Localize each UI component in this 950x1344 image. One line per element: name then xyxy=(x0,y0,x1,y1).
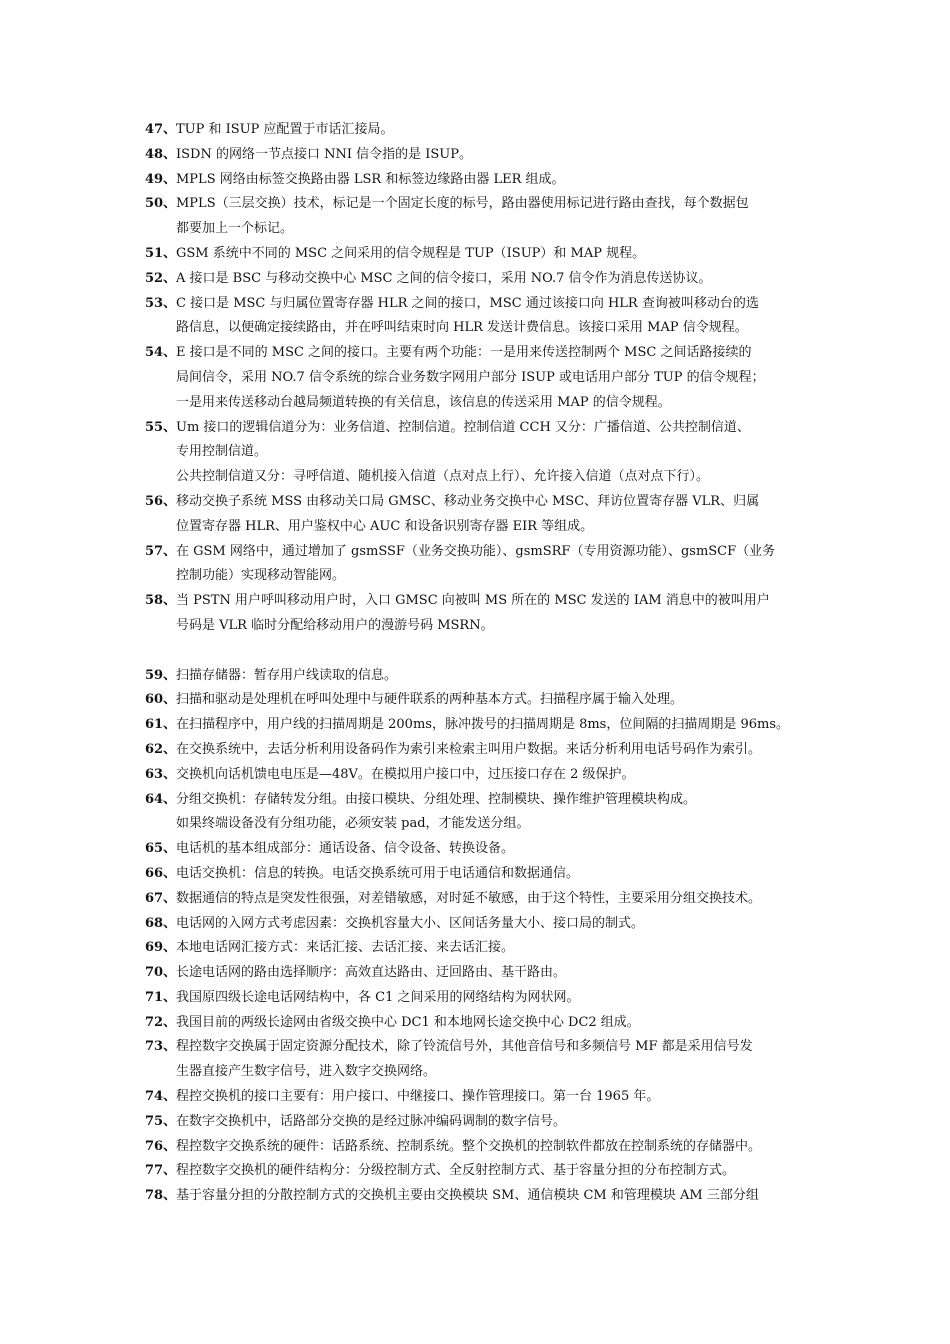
text-line: 数据通信的特点是突发性很强，对差错敏感，对时延不敏感，由于这个特性，主要采用分组交换技术。 xyxy=(176,890,762,906)
text-line: ISDN 的网络一节点接口 NNI 信令指的是 ISUP。 xyxy=(176,146,472,162)
item-number: 72、 xyxy=(145,1014,177,1030)
list-item xyxy=(145,242,813,267)
list-item xyxy=(145,1135,813,1160)
text-line: C 接口是 MSC 与归属位置寄存器 HLR 之间的接口，MSC 通过该接口向 HLR 查询被叫移动台的选 xyxy=(176,295,759,311)
text-line: 移动交换子系统 MSS 由移动关口局 GMSC、移动业务交换中心 MSC、拜访位置寄存器 VLR、归属 xyxy=(176,493,760,509)
item-number: 75、 xyxy=(145,1113,177,1129)
item-text xyxy=(176,540,813,590)
item-text xyxy=(176,688,813,713)
item-text xyxy=(176,788,813,838)
list-item xyxy=(145,589,813,639)
item-number: 58、 xyxy=(145,593,177,609)
list-item xyxy=(145,540,813,590)
text-line: 控制功能）实现移动智能网。 xyxy=(176,568,346,584)
list-item xyxy=(145,688,813,713)
item-number: 67、 xyxy=(145,890,177,906)
list-item xyxy=(145,416,813,490)
item-text xyxy=(176,1110,813,1135)
text-line: 程控数字交换属于固定资源分配技术，除了铃流信号外，其他音信号和多频信号 MF 都是采用信号发 xyxy=(176,1039,753,1055)
list-item xyxy=(145,664,813,689)
text-line: 位置寄存器 HLR、用户鉴权中心 AUC 和设备识别寄存器 EIR 等组成。 xyxy=(176,518,594,534)
list-item xyxy=(145,1184,813,1209)
list-item xyxy=(145,1085,813,1110)
item-number: 51、 xyxy=(145,245,177,261)
text-line: 电话网的入网方式考虑因素：交换机容量大小、区间话务量大小、接口局的制式。 xyxy=(176,915,645,931)
text-line: 都要加上一个标记。 xyxy=(176,221,294,237)
item-number: 61、 xyxy=(145,717,177,733)
item-number: 65、 xyxy=(145,841,177,857)
item-text xyxy=(176,192,813,242)
list-item xyxy=(145,168,813,193)
text-line: 扫描存储器：暂存用户线读取的信息。 xyxy=(176,667,398,683)
item-text xyxy=(176,242,813,267)
item-number: 63、 xyxy=(145,766,177,782)
text-line: 如果终端设备没有分组功能，必须安装 pad，才能发送分组。 xyxy=(176,816,530,832)
list-item xyxy=(145,341,813,415)
item-number: 76、 xyxy=(145,1138,177,1154)
text-line: 公共控制信道又分：寻呼信道、随机接入信道（点对点上行）、允许接入信道（点对点下行）。 xyxy=(176,469,710,485)
item-text xyxy=(176,1011,813,1036)
text-line: 路信息，以便确定接续路由，并在呼叫结束时向 HLR 发送计费信息。该接口采用 MAP 信令规程。 xyxy=(176,320,748,336)
text-line: 在扫描程序中，用户线的扫描周期是 200ms，脉冲拨号的扫描周期是 8ms，位间隔的扫描周期是 96ms。 xyxy=(176,717,790,733)
list-item xyxy=(145,738,813,763)
list-item xyxy=(145,837,813,862)
list-item xyxy=(145,713,813,738)
item-text xyxy=(176,664,813,689)
item-text xyxy=(176,1085,813,1110)
list-item xyxy=(145,118,813,143)
item-text xyxy=(176,1159,813,1184)
text-line: 程控数字交换机的硬件结构分：分级控制方式、全反射控制方式、基于容量分担的分布控制方式。 xyxy=(176,1163,736,1179)
item-text xyxy=(176,713,813,738)
section-gap xyxy=(145,639,813,664)
item-text xyxy=(176,416,813,490)
item-number: 50、 xyxy=(145,196,177,212)
list-item xyxy=(145,143,813,168)
item-text xyxy=(176,912,813,937)
text-line: 号码是 VLR 临时分配给移动用户的漫游号码 MSRN。 xyxy=(176,617,494,633)
list-item xyxy=(145,1011,813,1036)
item-number: 62、 xyxy=(145,741,177,757)
item-number: 71、 xyxy=(145,989,177,1005)
list-item xyxy=(145,936,813,961)
item-number: 56、 xyxy=(145,493,177,509)
list-item xyxy=(145,862,813,887)
item-text xyxy=(176,589,813,639)
item-text xyxy=(176,490,813,540)
text-line: E 接口是不同的 MSC 之间的接口。主要有两个功能：一是用来传送控制两个 MSC 之间话路接续的 xyxy=(176,345,752,361)
item-number: 74、 xyxy=(145,1089,177,1105)
list-item xyxy=(145,912,813,937)
list-item xyxy=(145,788,813,838)
list-item xyxy=(145,887,813,912)
text-line: 局间信令，采用 NO.7 信令系统的综合业务数字网用户部分 ISUP 或电话用户部分 TUP 的信令规程； xyxy=(176,369,765,385)
item-text xyxy=(176,738,813,763)
text-line: 长途电话网的路由选择顺序：高效直达路由、迂回路由、基干路由。 xyxy=(176,965,567,981)
item-number: 64、 xyxy=(145,791,177,807)
text-line: Um 接口的逻辑信道分为：业务信道、控制信道。控制信道 CCH 又分：广播信道、公共控制信道、 xyxy=(176,419,750,435)
text-line: MPLS 网络由标签交换路由器 LSR 和标签边缘路由器 LER 组成。 xyxy=(176,171,565,187)
text-line: 我国目前的两级长途网由省级交换中心 DC1 和本地网长途交换中心 DC2 组成。 xyxy=(176,1014,640,1030)
item-number: 52、 xyxy=(145,270,177,286)
list-item xyxy=(145,961,813,986)
text-line: 当 PSTN 用户呼叫移动用户时，入口 GMSC 向被叫 MS 所在的 MSC 发送的 IAM 消息中的被叫用户 xyxy=(176,593,770,609)
text-line: 交换机向话机馈电电压是—48V。在模拟用户接口中，过压接口存在 2 级保护。 xyxy=(176,766,635,782)
list-item xyxy=(145,292,813,342)
item-text xyxy=(176,936,813,961)
item-number: 66、 xyxy=(145,865,177,881)
item-text xyxy=(176,986,813,1011)
item-number: 73、 xyxy=(145,1039,177,1055)
item-text xyxy=(176,763,813,788)
item-text xyxy=(176,267,813,292)
item-text xyxy=(176,1135,813,1160)
list-item xyxy=(145,1035,813,1085)
text-line: GSM 系统中不同的 MSC 之间采用的信令规程是 TUP（ISUP）和 MAP 规程。 xyxy=(176,245,646,261)
item-text xyxy=(176,837,813,862)
text-line: 生器直接产生数字信号，进入数字交换网络。 xyxy=(176,1064,437,1080)
item-number: 54、 xyxy=(145,345,177,361)
item-text xyxy=(176,143,813,168)
item-number: 53、 xyxy=(145,295,177,311)
item-number: 60、 xyxy=(145,692,177,708)
item-text xyxy=(176,168,813,193)
item-number: 68、 xyxy=(145,915,177,931)
text-line: 程控交换机的接口主要有：用户接口、中继接口、操作管理接口。第一台 1965 年。 xyxy=(176,1089,660,1105)
text-line: 程控数字交换系统的硬件：话路系统、控制系统。整个交换机的控制软件都放在控制系统的存储器中。 xyxy=(176,1138,762,1154)
item-text xyxy=(176,1184,813,1209)
item-number: 70、 xyxy=(145,965,177,981)
item-number: 69、 xyxy=(145,940,177,956)
text-line: 基于容量分担的分散控制方式的交换机主要由交换模块 SM、通信模块 CM 和管理模块 AM 三部分组 xyxy=(176,1188,759,1204)
list-item xyxy=(145,1159,813,1184)
text-line: TUP 和 ISUP 应配置于市话汇接局。 xyxy=(176,122,394,137)
item-number: 77、 xyxy=(145,1163,177,1179)
text-line: 在交换系统中，去话分析利用设备码作为索引来检索主叫用户数据。来话分析利用电话号码作为索引。 xyxy=(176,741,762,757)
text-line: 电话交换机：信息的转换。电话交换系统可用于电话通信和数据通信。 xyxy=(176,865,580,881)
text-line: 我国原四级长途电话网结构中，各 C1 之间采用的网络结构为网状网。 xyxy=(176,989,580,1005)
item-number: 48、 xyxy=(145,146,177,162)
text-line: 扫描和驱动是处理机在呼叫处理中与硬件联系的两种基本方式。扫描程序属于输入处理。 xyxy=(176,692,684,708)
item-number: 57、 xyxy=(145,543,177,559)
text-line: 专用控制信道。 xyxy=(176,444,268,460)
text-line: 电话机的基本组成部分：通话设备、信令设备、转换设备。 xyxy=(176,841,515,857)
text-line: A 接口是 BSC 与移动交换中心 MSC 之间的信令接口，采用 NO.7 信令作为消息传送协议。 xyxy=(176,270,712,286)
text-line: 本地电话网汇接方式：来话汇接、去话汇接、来去话汇接。 xyxy=(176,940,515,956)
list-item xyxy=(145,267,813,292)
item-number: 55、 xyxy=(145,419,177,435)
text-line: 在 GSM 网络中，通过增加了 gsmSSF（业务交换功能）、gsmSRF（专用资源功能）、gsmSCF（业务 xyxy=(176,543,776,559)
item-text xyxy=(176,887,813,912)
text-line: 分组交换机：存储转发分组。由接口模块、分组处理、控制模块、操作维护管理模块构成。 xyxy=(176,791,697,807)
list-item xyxy=(145,490,813,540)
item-text xyxy=(176,1035,813,1085)
item-text xyxy=(176,292,813,342)
numbered-list xyxy=(145,118,813,1209)
item-number: 59、 xyxy=(145,667,177,683)
item-number: 49、 xyxy=(145,171,177,187)
item-number: 78、 xyxy=(145,1188,177,1204)
item-text xyxy=(176,341,813,415)
text-line: MPLS（三层交换）技术，标记是一个固定长度的标号，路由器使用标记进行路由查找，每个数据包 xyxy=(176,196,749,212)
text-line: 在数字交换机中，话路部分交换的是经过脉冲编码调制的数字信号。 xyxy=(176,1113,567,1129)
list-item xyxy=(145,192,813,242)
text-line: 一是用来传送移动台越局频道转换的有关信息，该信息的传送采用 MAP 的信令规程。 xyxy=(176,394,671,410)
list-item xyxy=(145,986,813,1011)
item-text xyxy=(176,862,813,887)
item-text xyxy=(176,118,813,143)
item-text xyxy=(176,961,813,986)
item-number: 47、 xyxy=(145,122,177,137)
list-item xyxy=(145,763,813,788)
list-item xyxy=(145,1110,813,1135)
